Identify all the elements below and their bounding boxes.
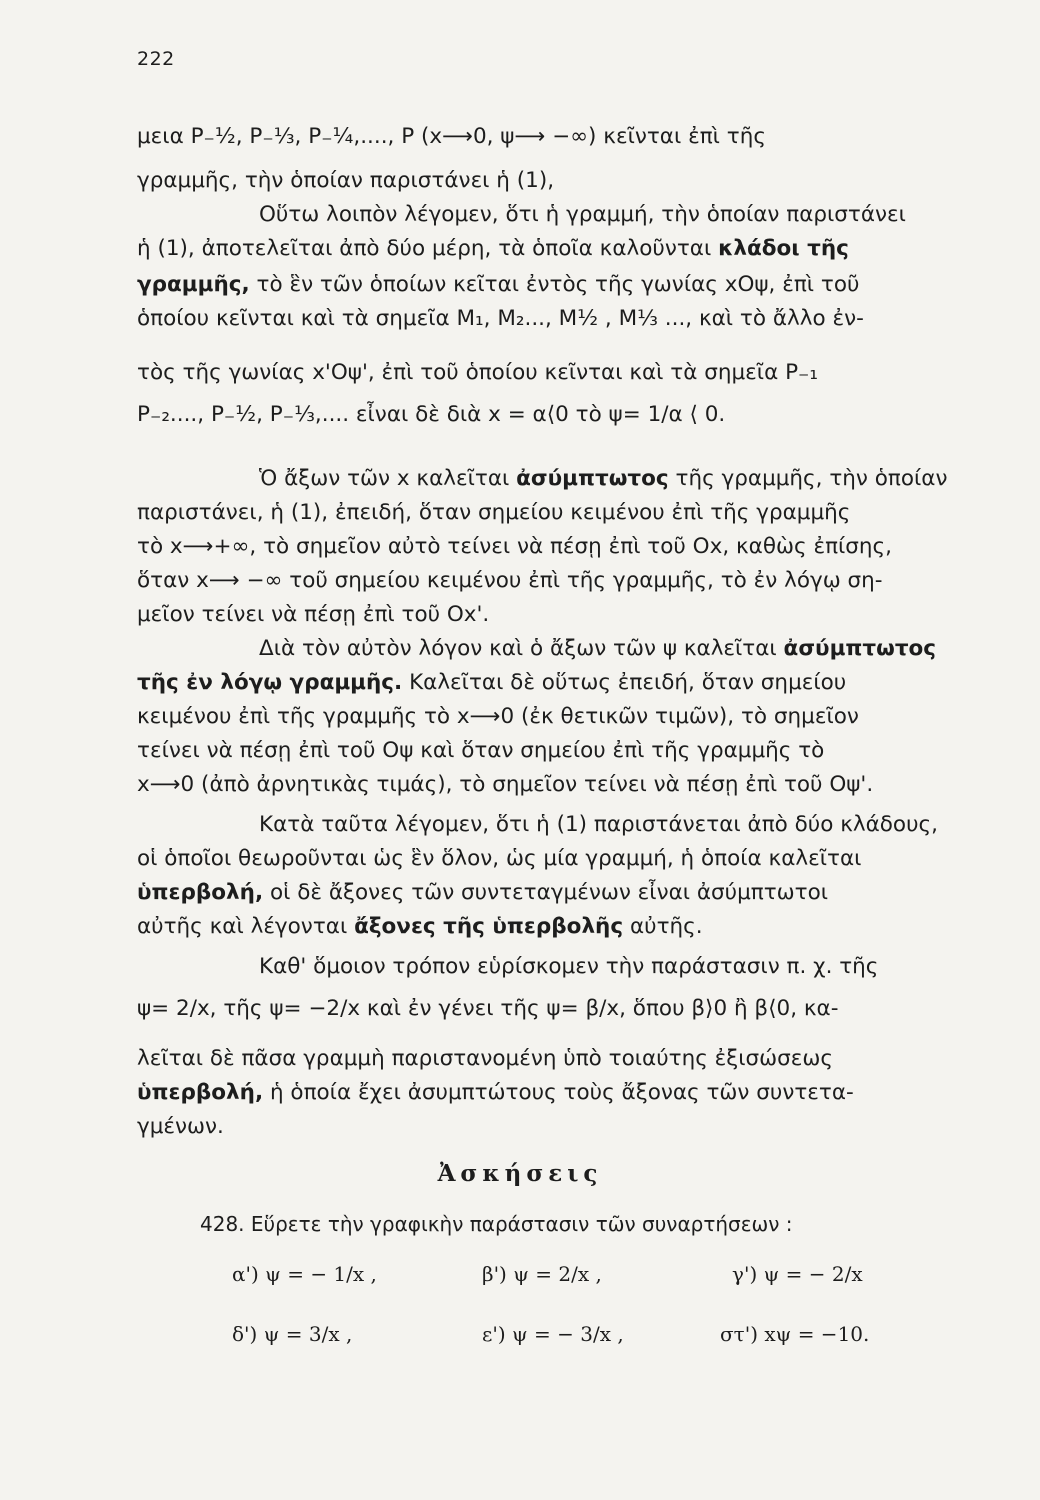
text-line: τῆς ἐν λόγῳ γραμμῆς. Καλεῖται δὲ οὕτως ἐπειδή, ὅταν σημείου [137,670,847,695]
text-line: ὁποίου κεῖνται καὶ τὰ σημεῖα M₁, M₂..., M½ , M⅓ ..., καὶ τὸ ἄλλο ἐν- [137,306,864,331]
text-line: ὑπερβολή, οἱ δὲ ἄξονες τῶν συντεταγμένων εἶναι ἀσύμπτωτοι [137,880,829,905]
text-line: κειμένου ἐπὶ τῆς γραμμῆς τὸ x⟶0 (ἐκ θετικῶν τιμῶν), τὸ σημεῖον [137,704,859,729]
page-number: 222 [137,48,175,70]
exercise-item: α') ψ = − 1/x , [232,1262,377,1286]
text-line: μεια P₋½, P₋⅓, P₋¼,...., P (x⟶0, ψ⟶ −∞) κεῖνται ἐπὶ τῆς [137,124,766,149]
text-line: Ὁ ἄξων τῶν x καλεῖται ἀσύμπτωτος τῆς γραμμῆς, τὴν ὁποίαν [259,466,948,491]
text-line: ἡ (1), ἀποτελεῖται ἀπὸ δύο μέρη, τὰ ὁποῖα καλοῦνται κλάδοι τῆς [137,236,849,261]
text-line: γμένων. [137,1114,224,1139]
exercise-item: ε') ψ = − 3/x , [482,1322,624,1346]
exercises-heading: Ἀσκήσεις [437,1160,603,1187]
text-line: ὑπερβολή, ἡ ὁποία ἔχει ἀσυμπτώτους τοὺς ἄξονας τῶν συντετα- [137,1080,854,1105]
text-line: P₋₂...., P₋½, P₋⅓,.... εἶναι δὲ διὰ x = α⟨0 τὸ ψ= 1/α ⟨ 0. [137,402,726,427]
exercise-item: β') ψ = 2/x , [482,1262,602,1286]
text-line: x⟶0 (ἀπὸ ἀρνητικὰς τιμάς), τὸ σημεῖον τείνει νὰ πέσῃ ἐπὶ τοῦ Oψ'. [137,772,874,797]
text-line: Καθ' ὅμοιον τρόπον εὑρίσκομεν τὴν παράστασιν π. χ. τῆς [259,954,879,979]
text-line: μεῖον τείνει νὰ πέσῃ ἐπὶ τοῦ Ox'. [137,602,490,627]
text-line: αὐτῆς καὶ λέγονται ἄξονες τῆς ὑπερβολῆς αὐτῆς. [137,914,703,939]
text-line: τὸ x⟶+∞, τὸ σημεῖον αὐτὸ τείνει νὰ πέσῃ ἐπὶ τοῦ Ox, καθὼς ἐπίσης, [137,534,892,559]
exercise-intro: 428. Εὕρετε τὴν γραφικὴν παράστασιν τῶν συναρτήσεων : [200,1212,793,1236]
text-line: τείνει νὰ πέσῃ ἐπὶ τοῦ Oψ καὶ ὅταν σημείου ἐπὶ τῆς γραμμῆς τὸ [137,738,825,763]
text-line: γραμμῆς, τὴν ὁποίαν παριστάνει ἡ (1), [137,168,555,193]
text-line: γραμμῆς, τὸ ἓν τῶν ὁποίων κεῖται ἐντὸς τῆς γωνίας xOψ, ἐπὶ τοῦ [137,272,860,297]
exercise-item: δ') ψ = 3/x , [232,1322,353,1346]
exercise-item: στ') xψ = −10. [720,1322,870,1346]
text-line: Διὰ τὸν αὐτὸν λόγον καὶ ὁ ἄξων τῶν ψ καλεῖται ἀσύμπτωτος [259,636,937,661]
text-line: ὅταν x⟶ −∞ τοῦ σημείου κειμένου ἐπὶ τῆς γραμμῆς, τὸ ἐν λόγῳ ση- [137,568,883,593]
text-line: ψ= 2/x, τῆς ψ= −2/x καὶ ἐν γένει τῆς ψ= β/x, ὅπου β⟩0 ἢ β⟨0, κα- [137,996,839,1021]
exercise-item: γ') ψ = − 2/x [732,1262,863,1286]
text-line: παριστάνει, ἡ (1), ἐπειδή, ὅταν σημείου κειμένου ἐπὶ τῆς γραμμῆς [137,500,851,525]
text-line: τὸς τῆς γωνίας x'Oψ', ἐπὶ τοῦ ὁποίου κεῖνται καὶ τὰ σημεῖα P₋₁ [137,360,819,385]
text-line: λεῖται δὲ πᾶσα γραμμὴ παριστανομένη ὑπὸ τοιαύτης ἐξισώσεως [137,1046,834,1071]
text-line: Κατὰ ταῦτα λέγομεν, ὅτι ἡ (1) παριστάνεται ἀπὸ δύο κλάδους, [259,812,938,837]
text-line: Οὕτω λοιπὸν λέγομεν, ὅτι ἡ γραμμή, τὴν ὁποίαν παριστάνει [259,202,906,227]
text-line: οἱ ὁποῖοι θεωροῦνται ὡς ἓν ὅλον, ὡς μία γραμμή, ἡ ὁποία καλεῖται [137,846,862,871]
